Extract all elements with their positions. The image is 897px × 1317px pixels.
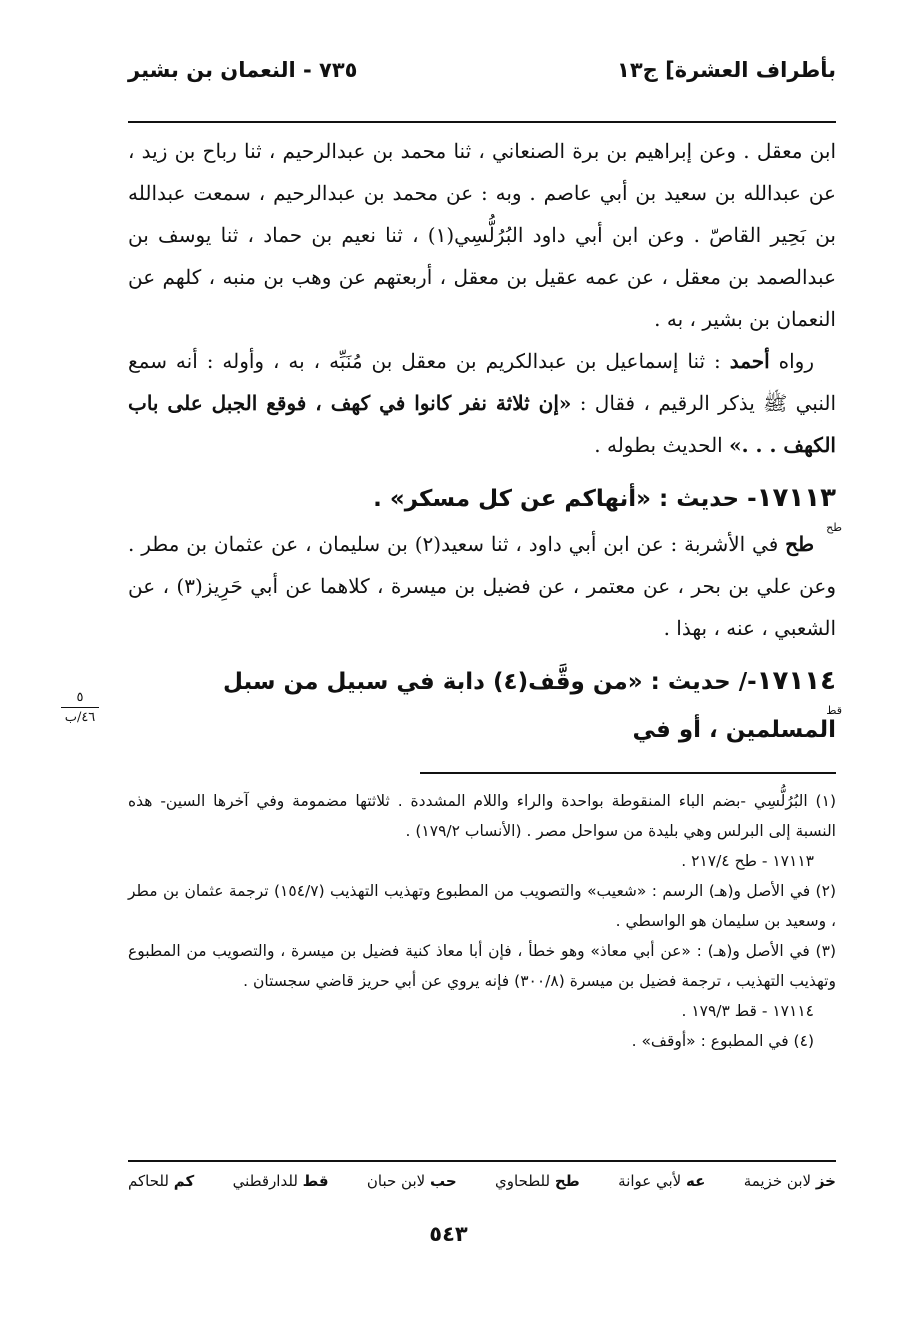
source-code: طح — [785, 532, 814, 556]
header-section-title: ٧٣٥ - النعمان بن بشير — [128, 58, 358, 82]
hadith-heading-17113 — [128, 474, 842, 534]
abbreviation-item: خز لابن خزيمة — [743, 1172, 836, 1190]
manuscript-folio-note: ٥ ٤٦/ب — [55, 690, 105, 725]
hadith-quote: «إن ثلاثة نفر كانوا في كهف ، فوقع الجبل على باب الكهف . . .» — [128, 391, 836, 457]
source-mark: طح — [826, 521, 842, 534]
main-text — [128, 130, 842, 754]
hadith-heading-17114 — [128, 657, 842, 754]
source-mark: قط — [826, 704, 842, 717]
abbreviation-item: عه لأبي عوانة — [618, 1172, 706, 1190]
footnote-rule — [420, 772, 836, 774]
paragraph-17113: طح في الأشربة : عن ابن أبي داود ، ثنا سعيد(٢) بن سليمان ، عن عثمان بن مطر . وعن علي بن بحر ، عن معتمر ، عن فضيل بن ميسرة ، كلاهما عن أبي حَرِيز(٣) ، عن الشعبي ، عنه ، بهذا . — [128, 532, 836, 640]
footnote-2: (٢) في الأصل و(هـ) الرسم : «شعيب» والتصويب من المطبوع وتهذيب التهذيب (١٥٤/٧) ترجمة عثمان بن مطر ، وسعيد بن سليمان هو الواسطي . — [128, 882, 836, 930]
abbreviation-item: قط للدارقطني — [232, 1172, 329, 1190]
reference-17113: ١٧١١٣ - طح ٢١٧/٤ . — [681, 852, 814, 870]
footnote-3: (٣) في الأصل و(هـ) : «عن أبي معاذ» وهو خطأ ، فإن أبا معاذ كنية فضيل بن ميسرة ، والتصويب من المطبوع وتهذيب التهذيب ، ترجمة فضيل بن ميسرة (٣٠٠/٨) فإنه يروي عن أبي حريز قاضي سجستان . — [128, 942, 836, 990]
abbreviation-item: طح للطحاوي — [495, 1172, 580, 1190]
paragraph-chain — [128, 130, 836, 466]
hadith-title: - حديث : «أنهاكم عن كل مسكر» . — [373, 486, 757, 512]
header-rule — [128, 121, 836, 123]
page-number: ٥٤٣ — [429, 1222, 468, 1246]
narrator-ahmad: أحمد — [729, 349, 770, 373]
hadith-number: ١٧١١٤ — [756, 666, 836, 696]
folio-divider — [61, 707, 99, 708]
header-volume-title: بأطراف العشرة] ج١٣ — [617, 58, 836, 82]
paragraph-1: ابن معقل . وعن إبراهيم بن برة الصنعاني ، ثنا محمد بن عبدالرحيم ، ثنا رباح بن زيد ، عن عبدالله بن سعيد بن أبي عاصم . وبه : عن محمد بن عبدالرحيم ، سمعت عبدالله بن بَحِير القاصّ . وعن ابن أبي داود البُرُلُّسِي(١) ، ثنا نعيم بن حماد ، ثنا يوسف بن عبدالصمد بن معقل ، عن عمه عقيل بن معقل ، أربعتهم عن وهب بن منبه ، كلهم عن النعمان بن بشير ، به . — [128, 139, 836, 331]
hadith-number: ١٧١١٣ — [756, 483, 836, 513]
abbreviations-key — [128, 1172, 836, 1190]
abbreviation-item: حب لابن حبان — [366, 1172, 457, 1190]
hadith-title: -/ حديث : «من وقَّف(٤) دابة في سبيل من سبل المسلمين ، أو في — [222, 669, 836, 743]
footnotes — [128, 786, 836, 1056]
abbreviations-rule — [128, 1160, 836, 1162]
footnote-1: (١) البُرُلُّسِي -بضم الباء المنقوطة بواحدة والراء واللام المشددة . ثلاثتها مضمومة وفي آخرها السين- هذه النسبة إلى البرلس وهي بليدة من سواحل مصر . (الأنساب ١٧٩/٢) . — [128, 792, 836, 840]
abbreviation-item: كم للحاكم — [128, 1172, 195, 1190]
footnote-4: (٤) في المطبوع : «أوقف» . — [631, 1032, 814, 1050]
running-header — [128, 58, 836, 98]
reference-17114: ١٧١١٤ - قط ١٧٩/٣ . — [681, 1002, 814, 1020]
paragraph-2: رواه أحمد : ثنا إسماعيل بن عبدالكريم بن معقل بن مُنَبِّه ، به ، وأوله : أنه سمع النبي ﷺ يذكر الرقيم ، فقال : «إن ثلاثة نفر كانوا في كهف ، فوقع الجبل على باب الكهف . . .» الحديث بطوله . — [128, 349, 837, 457]
